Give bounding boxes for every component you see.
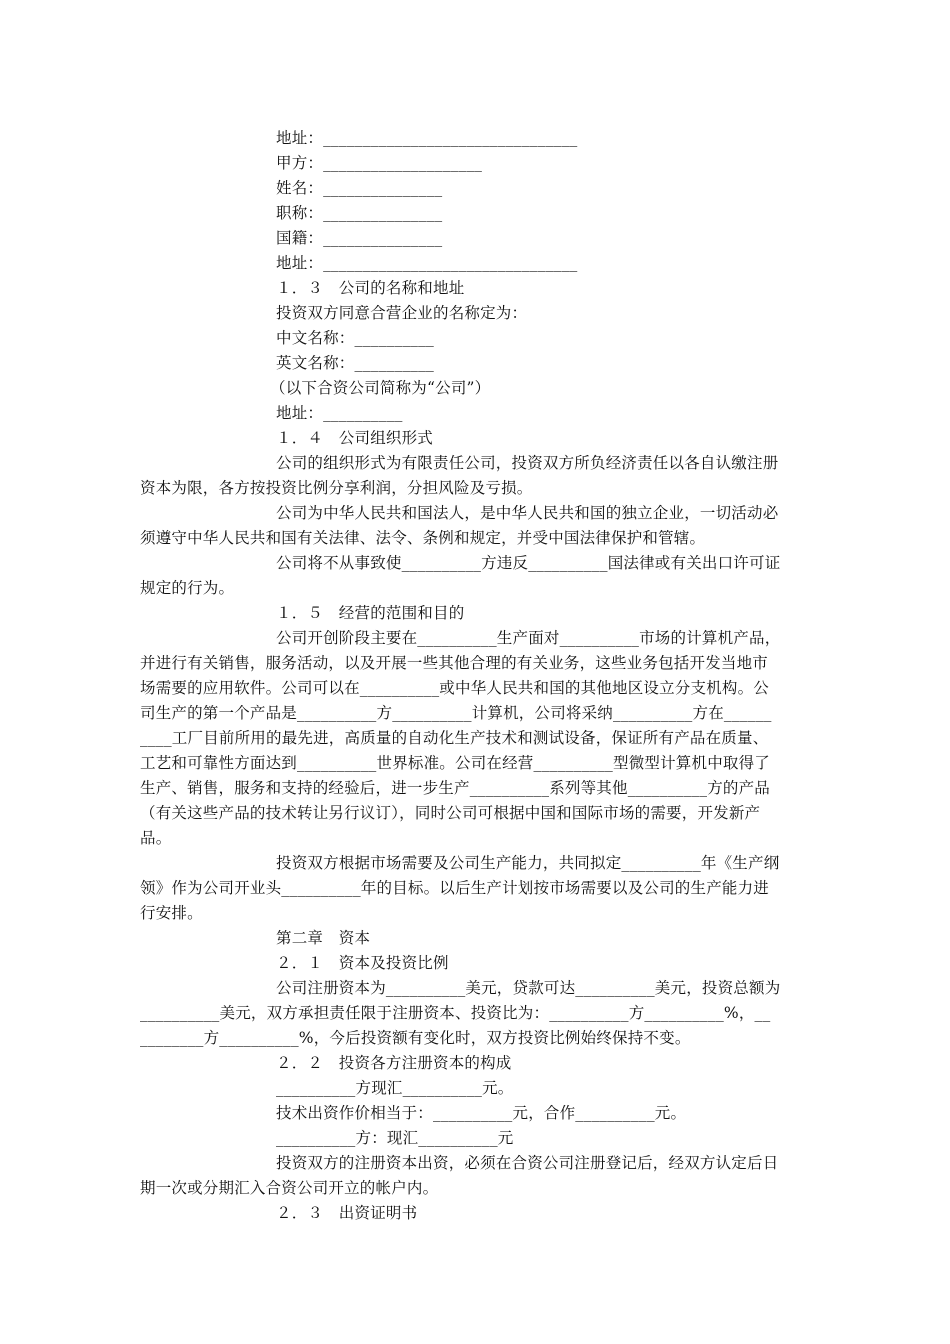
address-field-1: 地址：________________________________ [276, 129, 578, 147]
paragraph-line: 公司开创阶段主要在__________生产面对__________市场的计算机产品， [276, 629, 781, 647]
paragraph-line: 公司的组织形式为有限责任公司，投资双方所负经济责任以各自认缴注册 [276, 454, 779, 472]
paragraph-line: （有关这些产品的技术转让另行议订），同时公司可根据中国和国际市场的需要，开发新产 [140, 804, 761, 822]
paragraph-line: 公司注册资本为__________美元，贷款可达__________美元，投资总额为 [276, 979, 781, 997]
paragraph-line: __________方：现汇__________元 [276, 1129, 514, 1147]
chapter-heading-2: 第二章 资本 [276, 929, 371, 947]
paragraph-line: （以下合资公司简称为“公司”） [270, 379, 491, 397]
paragraph-line: 投资双方的注册资本出资，必须在合资公司注册登记后，经双方认定后日 [276, 1154, 779, 1172]
section-heading-1-5: １．５ 经营的范围和目的 [276, 604, 465, 622]
paragraph-line: 须遵守中华人民共和国有关法律、法令、条例和规定，并受中国法律保护和管辖。 [140, 529, 706, 547]
chinese-name-field: 中文名称：__________ [276, 329, 435, 347]
paragraph-line: 司生产的第一个产品是__________方__________计算机，公司将采纳__________方在______ [140, 704, 772, 722]
paragraph-line: 行安排。 [140, 904, 203, 922]
section-heading-2-3: ２．３ 出资证明书 [276, 1204, 418, 1222]
section-heading-1-3: １．３ 公司的名称和地址 [276, 279, 465, 297]
section-heading-2-1: ２．１ 资本及投资比例 [276, 954, 449, 972]
paragraph-line: 期一次或分期汇入合资公司开立的帐户内。 [140, 1179, 439, 1197]
paragraph-line: 并进行有关销售，服务活动，以及开展一些其他合理的有关业务，这些业务包括开发当地市 [140, 654, 769, 672]
paragraph-line: 技术出资作价相当于：__________元，合作__________元。 [276, 1104, 687, 1122]
paragraph-line: 品。 [140, 829, 172, 847]
party-a-field: 甲方：____________________ [276, 154, 483, 172]
paragraph-line: ____工厂目前所用的最先进，高质量的自动化生产技术和测试设备，保证所有产品在质量、 [140, 729, 769, 747]
paragraph-line: 场需要的应用软件。公司可以在__________或中华人民共和国的其他地区设立分支机构。公 [140, 679, 770, 697]
name-field: 姓名：_______________ [276, 179, 443, 197]
company-address-field: 地址：__________ [276, 404, 403, 422]
address-field-2: 地址：________________________________ [276, 254, 578, 272]
paragraph-line: ________方__________%，今后投资额有变化时，双方投资比例始终保持不变。 [140, 1029, 691, 1047]
paragraph-line: 公司将不从事致使__________方违反__________国法律或有关出口许可证 [276, 554, 781, 572]
paragraph-line: __________方现汇__________元。 [276, 1079, 514, 1097]
paragraph-line: 投资双方同意合营企业的名称定为： [276, 304, 528, 322]
paragraph-line: 规定的行为。 [140, 579, 235, 597]
english-name-field: 英文名称：__________ [276, 354, 435, 372]
title-field: 职称：_______________ [276, 204, 443, 222]
paragraph-line: 领》作为公司开业头__________年的目标。以后生产计划按市场需要以及公司的生产能力进 [140, 879, 770, 897]
paragraph-line: 资本为限，各方按投资比例分享利润，分担风险及亏损。 [140, 479, 533, 497]
paragraph-line: 生产、销售，服务和支持的经验后，进一步生产__________系列等其他__________方的产品 [140, 779, 771, 797]
paragraph-line: 公司为中华人民共和国法人，是中华人民共和国的独立企业，一切活动必 [276, 504, 779, 522]
section-heading-2-2: ２．２ 投资各方注册资本的构成 [276, 1054, 512, 1072]
paragraph-line: __________美元，双方承担责任限于注册资本、投资比为：__________方__________%，__ [140, 1004, 771, 1022]
paragraph-line: 工艺和可靠性方面达到__________世界标准。公司在经营__________型微型计算机中取得了 [140, 754, 771, 772]
nationality-field: 国籍：_______________ [276, 229, 443, 247]
paragraph-line: 投资双方根据市场需要及公司生产能力，共同拟定__________年《生产纲 [276, 854, 780, 872]
section-heading-1-4: １．４ 公司组织形式 [276, 429, 434, 447]
